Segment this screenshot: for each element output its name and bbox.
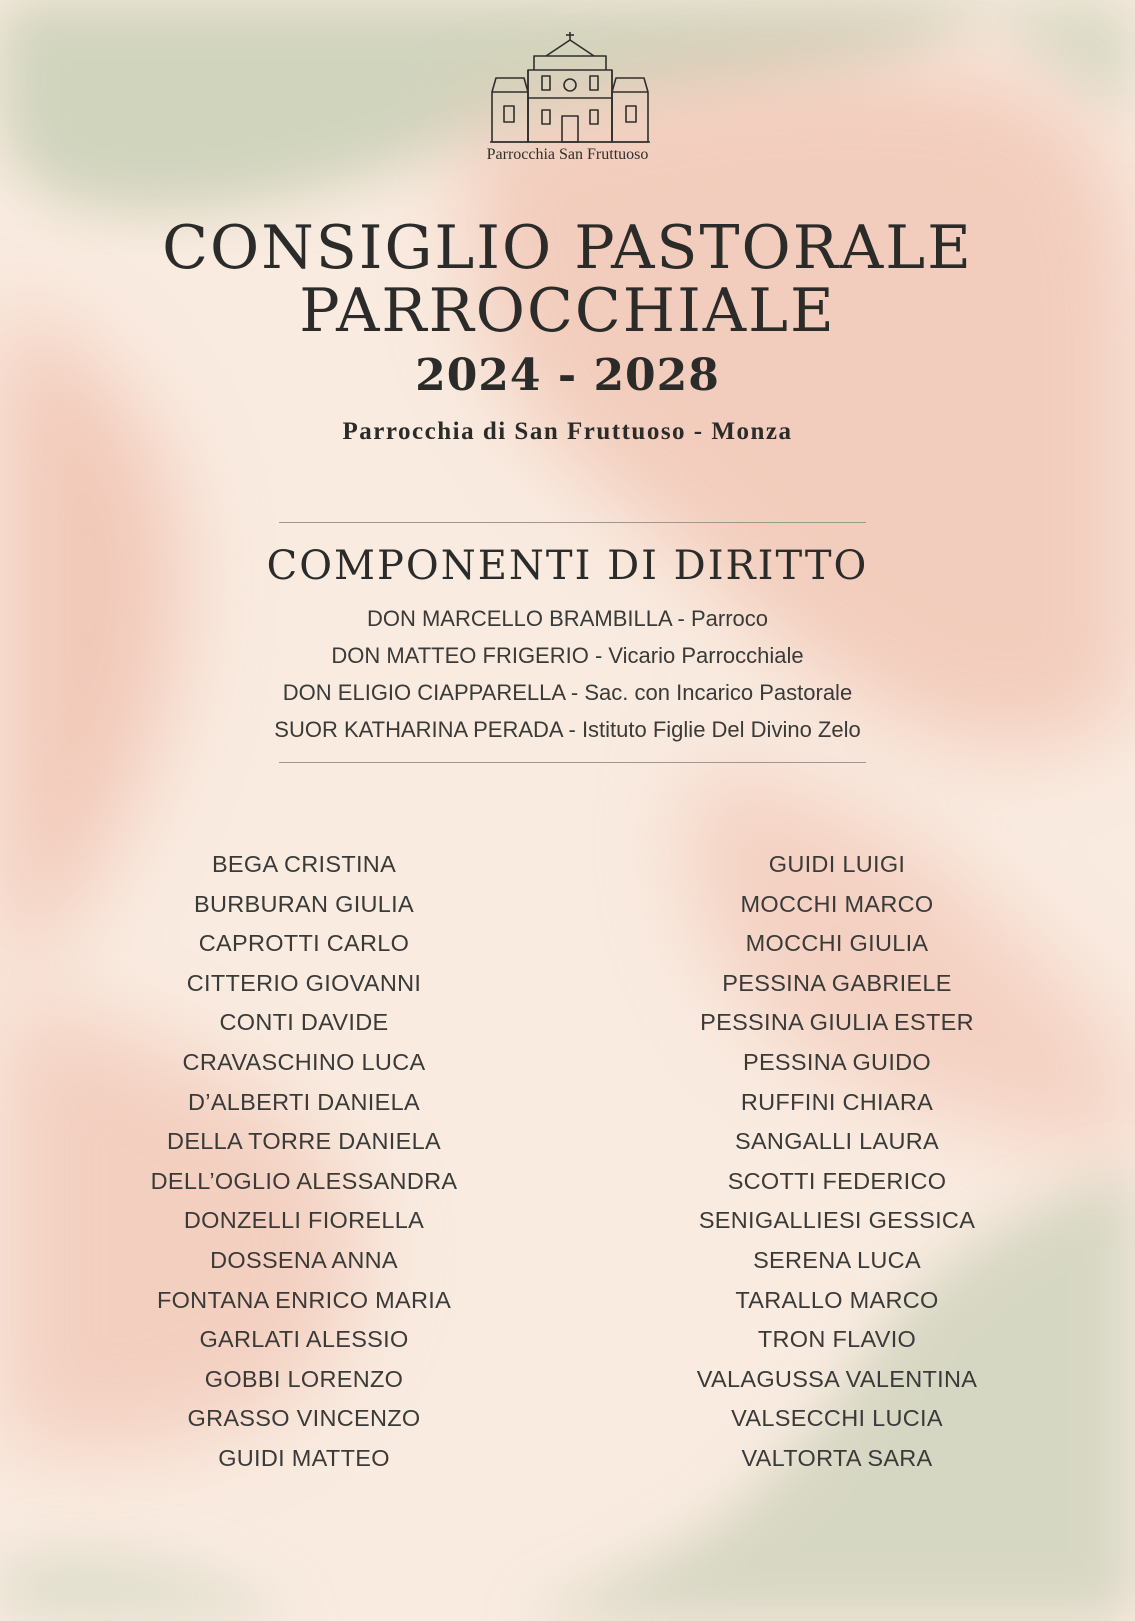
ex-officio-member: DON ELIGIO CIAPPARELLA - Sac. con Incarico Pastorale: [282, 680, 853, 705]
member-name: TARALLO MARCO: [735, 1286, 939, 1313]
member-name: DELL’OGLIO ALESSANDRA: [150, 1167, 458, 1194]
member-name: SENIGALLIESI GESSICA: [698, 1207, 976, 1234]
divider-top: [279, 522, 866, 523]
member-name: VALAGUSSA VALENTINA: [696, 1365, 978, 1392]
parish-subtitle: Parrocchia di San Fruttuoso - Monza: [342, 418, 793, 445]
page-title-line2: PARROCCHIALE: [299, 276, 836, 346]
member-name: SCOTTI FEDERICO: [727, 1167, 947, 1194]
ex-officio-member: SUOR KATHARINA PERADA - Istituto Figlie Del Divino Zelo: [274, 717, 861, 742]
members-list-right: [577, 845, 1097, 1479]
member-name: VALSECCHI LUCIA: [731, 1405, 943, 1432]
member-name: GARLATI ALESSIO: [199, 1326, 409, 1353]
ex-officio-heading: COMPONENTI DI DIRITTO: [266, 543, 869, 589]
member-name: TRON FLAVIO: [757, 1326, 917, 1353]
member-name: MOCCHI GIULIA: [745, 930, 929, 957]
page-title-line1: CONSIGLIO PASTORALE: [162, 213, 973, 283]
member-name: CAPROTTI CARLO: [198, 930, 410, 957]
member-name: BEGA CRISTINA: [211, 851, 397, 877]
member-name: CITTERIO GIOVANNI: [186, 969, 422, 996]
church-facade-icon: [490, 30, 650, 145]
member-name: GOBBI LORENZO: [204, 1365, 404, 1392]
ex-officio-member: DON MATTEO FRIGERIO - Vicario Parrocchiale: [331, 643, 804, 668]
ex-officio-list: [0, 600, 1135, 748]
member-name: CRAVASCHINO LUCA: [182, 1048, 426, 1075]
logo-caption: Parrocchia San Fruttuoso: [486, 146, 649, 163]
member-name: MOCCHI MARCO: [740, 890, 934, 917]
member-name: FONTANA ENRICO MARIA: [156, 1286, 452, 1313]
member-name: PESSINA GABRIELE: [722, 969, 952, 996]
term-years: 2024 - 2028: [415, 350, 720, 401]
member-name: DELLA TORRE DANIELA: [167, 1128, 441, 1155]
member-name: GUIDI MATTEO: [218, 1444, 390, 1471]
member-name: D’ALBERTI DANIELA: [188, 1088, 420, 1115]
ex-officio-member: DON MARCELLO BRAMBILLA - Parroco: [366, 606, 768, 631]
member-name: GUIDI LUIGI: [768, 851, 906, 877]
member-name: DONZELLI FIORELLA: [183, 1207, 425, 1234]
member-name: DOSSENA ANNA: [210, 1246, 398, 1273]
member-name: CONTI DAVIDE: [219, 1009, 389, 1036]
member-name: SANGALLI LAURA: [734, 1128, 940, 1155]
member-name: PESSINA GUIDO: [742, 1048, 932, 1075]
member-name: GRASSO VINCENZO: [187, 1405, 421, 1432]
member-name: BURBURAN GIULIA: [194, 890, 414, 917]
member-name: VALTORTA SARA: [741, 1444, 933, 1471]
member-name: PESSINA GIULIA ESTER: [700, 1009, 974, 1036]
divider-bottom: [279, 762, 866, 763]
member-name: SERENA LUCA: [753, 1246, 921, 1273]
members-list-left: [44, 845, 564, 1479]
member-name: RUFFINI CHIARA: [740, 1088, 934, 1115]
